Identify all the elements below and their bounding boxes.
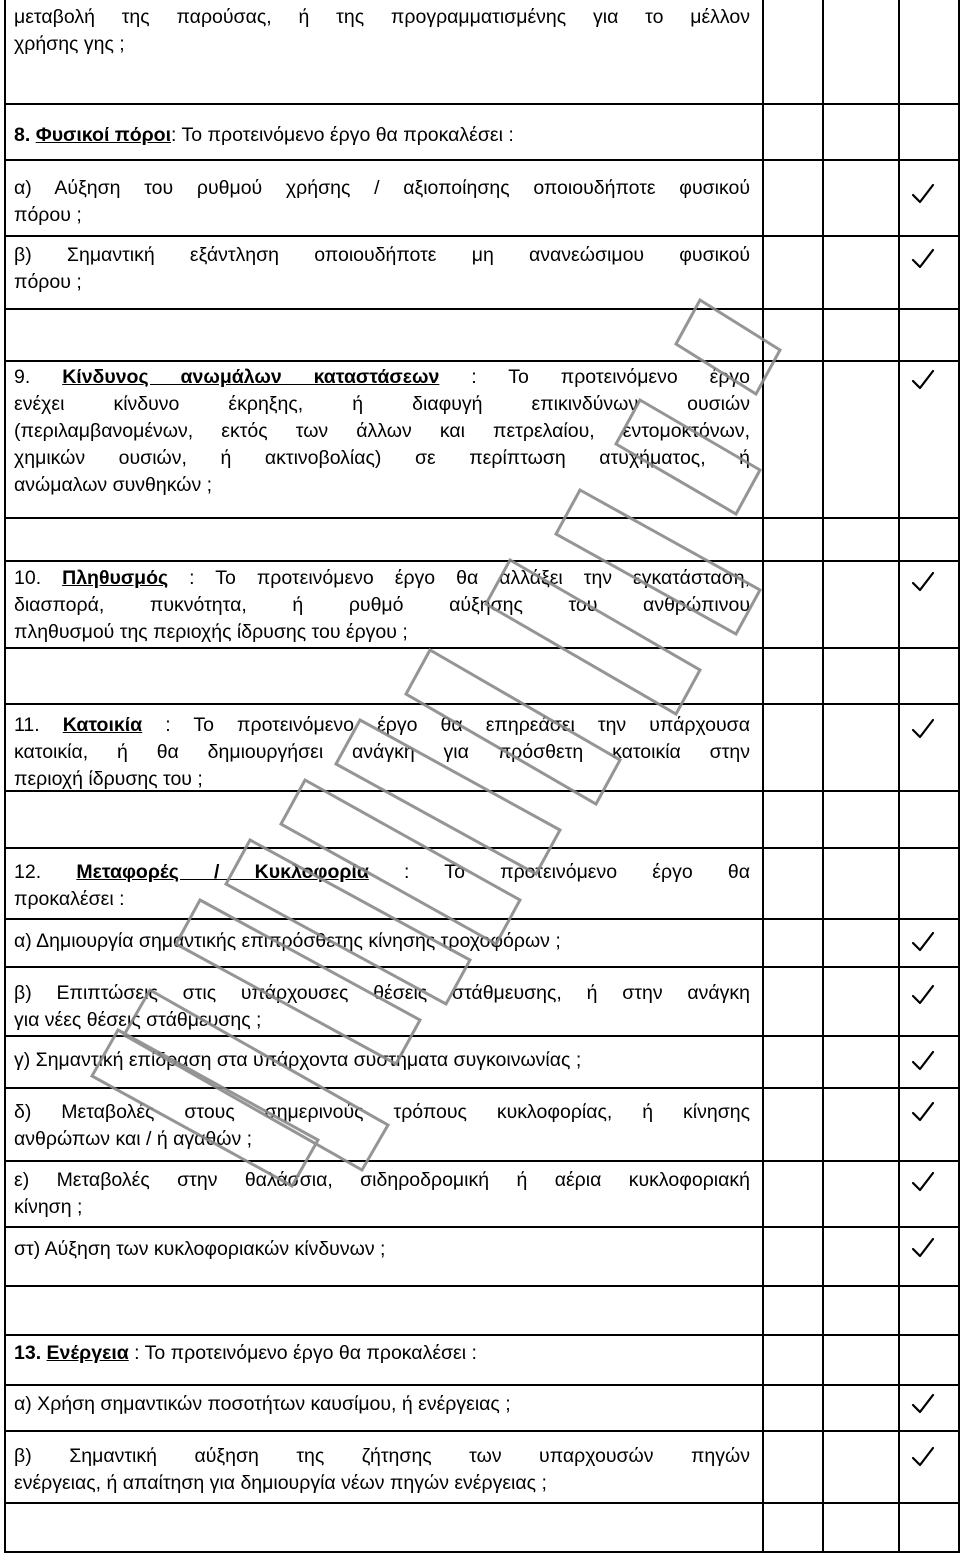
question-text-line: πόρου ; — [14, 271, 82, 293]
table-row-border — [4, 1285, 958, 1287]
question-r10 — [14, 565, 750, 646]
section-number: 13. — [14, 1342, 42, 1364]
question-r8a — [14, 175, 750, 229]
question-text-line: διασπορά, πυκνότητα, ή ρυθμό αύξησης του ανθρώπινου — [14, 594, 750, 616]
section-number: 11. — [14, 714, 40, 736]
table-row-border — [4, 966, 958, 968]
question-r8 — [14, 122, 750, 149]
question-text-line: χρήσης γης ; — [14, 33, 125, 55]
question-r9 — [14, 364, 750, 499]
table-row-border — [4, 560, 958, 562]
checkmark-icon — [911, 1101, 935, 1123]
question-r13 — [14, 1340, 750, 1367]
section-title: Ενέργεια — [46, 1342, 129, 1364]
question-text-line: κίνηση ; — [14, 1196, 83, 1218]
question-text-line: ε) Μεταβολές στην θαλάσσια, σιδηροδρομική ή αέρια κυκλοφοριακή — [14, 1169, 750, 1191]
table-row-border — [4, 1430, 958, 1432]
section-title: Κίνδυνος ανωμάλων καταστάσεων — [62, 366, 440, 388]
section-title: Πληθυσμός — [62, 567, 169, 589]
section-intro: : Το προτεινόμενο έργο — [439, 366, 751, 388]
question-text-line: στ) Αύξηση των κυκλοφοριακών κίνδυνων ; — [14, 1238, 386, 1260]
table-row-border — [4, 159, 958, 161]
checkmark-icon — [911, 1446, 935, 1468]
question-text-line: (περιλαμβανομένων, εκτός των άλλων και πετρελαίου, εντομοκτόνων, — [14, 420, 750, 442]
section-intro: : Το προτεινόμενο έργο θα προκαλέσει : — [171, 124, 514, 146]
question-r12a — [14, 928, 750, 955]
section-title: Φυσικοί πόροι — [35, 124, 172, 146]
question-r0 — [14, 4, 750, 58]
table-row-border — [4, 1502, 958, 1504]
checkmark-icon — [911, 718, 935, 740]
table-row-border — [4, 1160, 958, 1162]
checkmark-icon — [911, 984, 935, 1006]
table-column-border — [762, 0, 764, 1553]
question-text-line: πληθυσμού της περιοχής ίδρυσης του έργου ; — [14, 621, 408, 643]
table-row-border — [4, 103, 958, 105]
table-row-border — [4, 647, 958, 649]
table-column-border — [898, 0, 900, 1553]
question-text-line: α) Δημιουργία σημαντικής επιπρόσθετης κίνησης τροχοφόρων ; — [14, 930, 561, 952]
checkmark-icon — [911, 369, 935, 391]
table-row-border — [4, 308, 958, 310]
question-text-line: πόρου ; — [14, 204, 82, 226]
question-r12c — [14, 1047, 750, 1074]
question-text-line: για νέες θέσεις στάθμευσης ; — [14, 1009, 262, 1031]
section-number: 12. — [14, 861, 42, 883]
question-r12d — [14, 1099, 750, 1153]
question-r12 — [14, 859, 750, 913]
question-r13b — [14, 1443, 750, 1497]
checkmark-icon — [911, 248, 935, 270]
question-text-line: ανθρώπων και / ή αγαθών ; — [14, 1128, 253, 1150]
checkmark-icon — [911, 1050, 935, 1072]
question-r12e — [14, 1167, 750, 1221]
table-row-border — [4, 847, 958, 849]
table-row-border — [4, 1087, 958, 1089]
table-row-border — [4, 1226, 958, 1228]
section-intro: : Το προτεινόμενο έργο θα επηρεάσει την υπάρχουσα — [142, 714, 750, 736]
checkmark-icon — [911, 571, 935, 593]
table-row-border — [4, 703, 958, 705]
question-text-line: β) Επιπτώσεις στις υπάρχουσες θέσεις στάθμευσης, ή στην ανάγκη — [14, 982, 750, 1004]
question-text-line: β) Σημαντική αύξηση της ζήτησης των υπαρχουσών πηγών — [14, 1445, 750, 1467]
question-text-line: α) Αύξηση του ρυθμού χρήσης / αξιοποίησης οποιουδήποτε φυσικού — [14, 177, 750, 199]
table-row-border — [4, 1334, 958, 1336]
question-text-line: γ) Σημαντική επίδραση στα υπάρχοντα συστήματα συγκοινωνίας ; — [14, 1049, 582, 1071]
section-number: 10. — [14, 567, 42, 589]
table-column-border — [822, 0, 824, 1553]
question-r13a — [14, 1391, 750, 1418]
section-intro: : Το προτεινόμενο έργο θα — [368, 861, 751, 883]
question-text-line: α) Χρήση σημαντικών ποσοτήτων καυσίμου, ή ενέργειας ; — [14, 1393, 511, 1415]
question-text-line: χημικών ουσιών, ή ακτινοβολίας) σε περίπτωση ατυχήματος, ή — [14, 447, 750, 469]
table-row-border — [4, 517, 958, 519]
question-text-line: ενέχει κίνδυνο έκρηξης, ή διαφυγή επικινδύνων ουσιών — [14, 393, 750, 415]
section-title: Κατοικία — [62, 714, 143, 736]
question-text-line: προκαλέσει : — [14, 888, 125, 910]
section-intro: : Το προτεινόμενο έργο θα αλλάξει την εγκατάσταση, — [168, 567, 750, 589]
checkmark-icon — [911, 1171, 935, 1193]
section-intro: : Το προτεινόμενο έργο θα προκαλέσει : — [128, 1342, 477, 1364]
question-text-line: β) Σημαντική εξάντληση οποιουδήποτε μη ανανεώσιμου φυσικού — [14, 244, 750, 266]
table-row-border — [4, 1384, 958, 1386]
checkmark-icon — [911, 1237, 935, 1259]
question-text-line: ανώμαλων συνθηκών ; — [14, 474, 213, 496]
checkmark-icon — [911, 183, 935, 205]
question-text-line: μεταβολή της παρούσας, ή της προγραμματισμένης για το μέλλον — [14, 6, 750, 28]
question-r11 — [14, 712, 750, 793]
table-row-border — [4, 235, 958, 237]
table-row-border — [4, 360, 958, 362]
question-text-line: δ) Μεταβολές στους σημερινούς τρόπους κυκλοφορίας, ή κίνησης — [14, 1101, 750, 1123]
section-number: 9. — [14, 366, 31, 388]
question-text-line: ενέργειας, ή απαίτηση για δημιουργία νέων πηγών ενέργειας ; — [14, 1472, 547, 1494]
question-r12f — [14, 1236, 750, 1263]
table-row-border — [4, 918, 958, 920]
question-r8b — [14, 242, 750, 296]
question-text-line: κατοικία, ή θα δημιουργήσει ανάγκη για πρόσθετη κατοικία στην — [14, 741, 750, 763]
checkmark-icon — [911, 1393, 935, 1415]
question-text-line: περιοχή ίδρυσης του ; — [14, 768, 203, 790]
table-row-border — [4, 1035, 958, 1037]
checkmark-icon — [911, 931, 935, 953]
section-title: Μεταφορές / Κυκλοφορία — [76, 861, 369, 883]
section-number: 8. — [14, 124, 31, 146]
question-r12b — [14, 980, 750, 1034]
table-column-border — [4, 0, 6, 1553]
